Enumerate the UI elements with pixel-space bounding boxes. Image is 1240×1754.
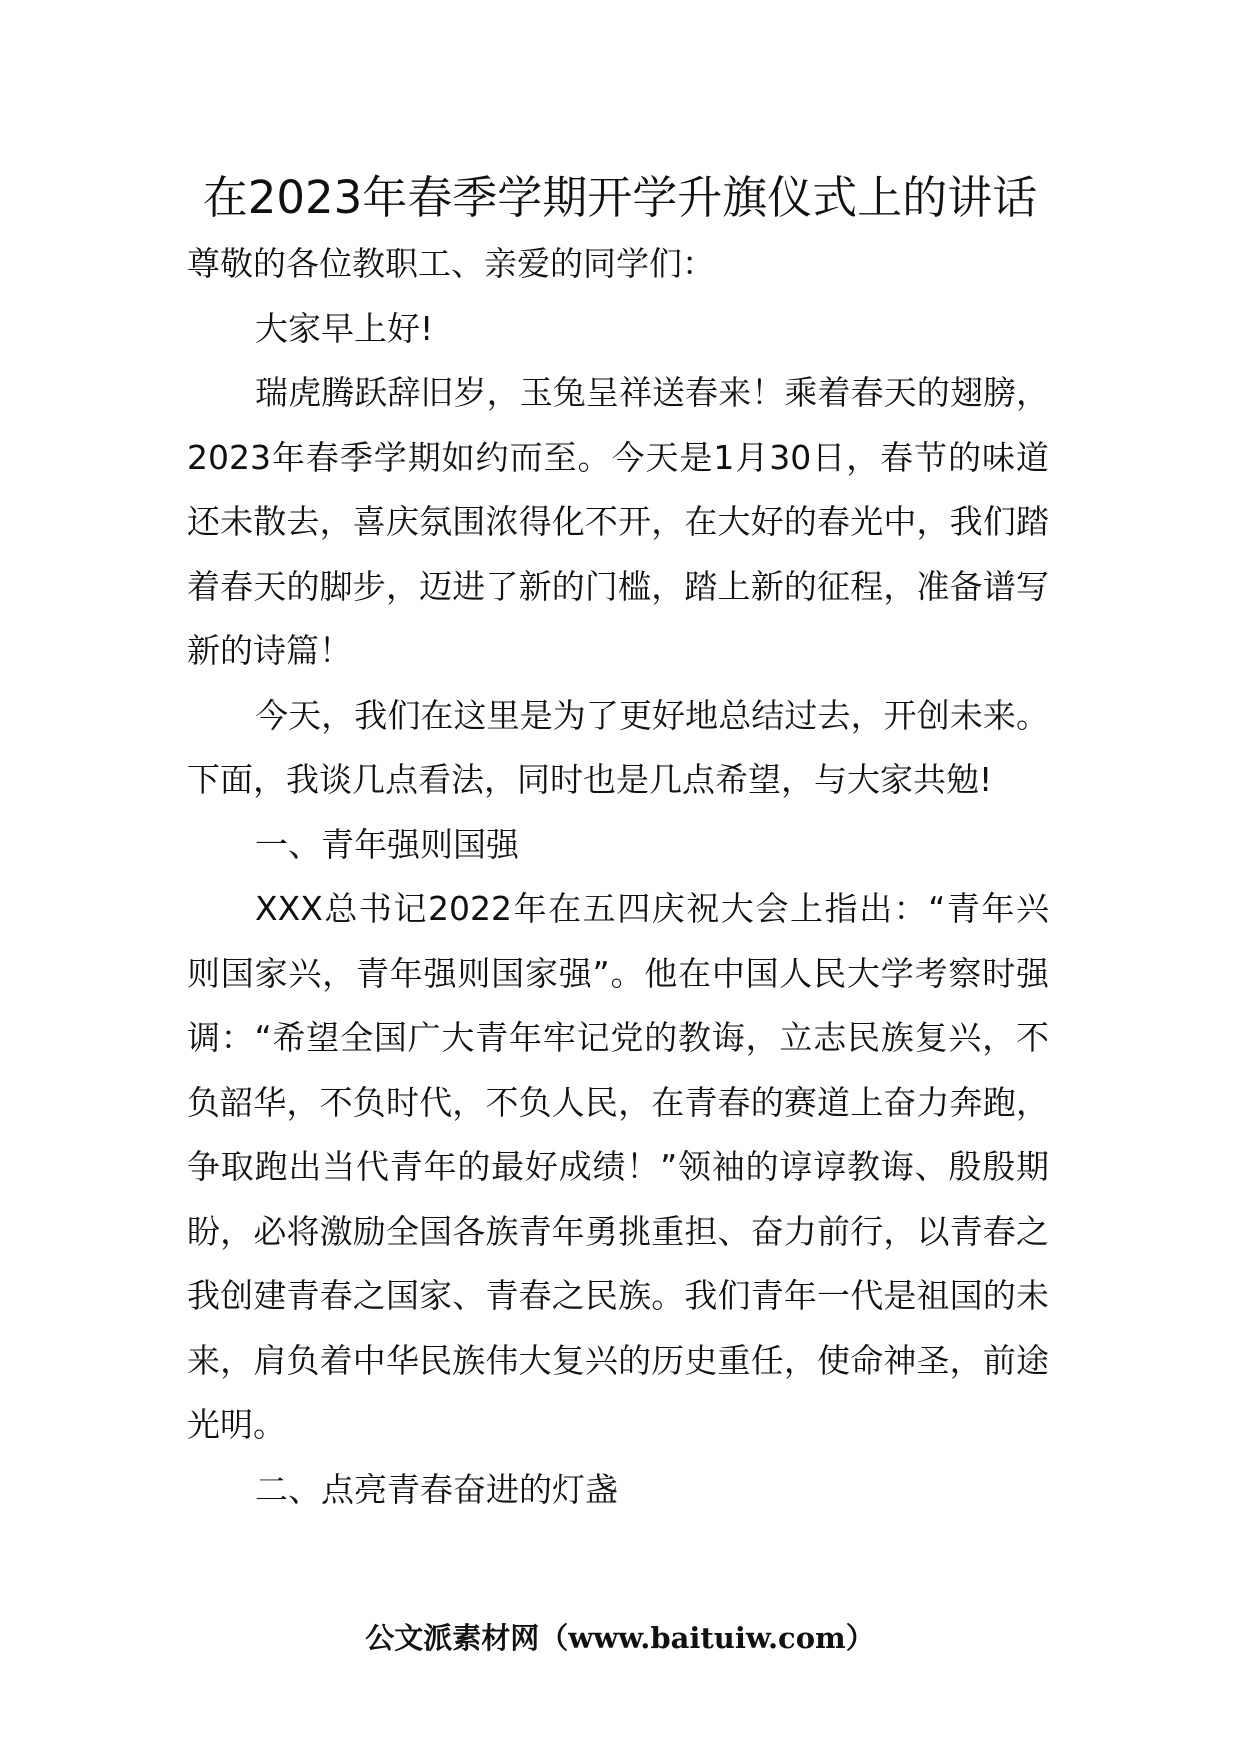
paragraph-greeting: 大家早上好! <box>255 308 434 348</box>
document-body <box>187 232 1049 1522</box>
footer-watermark: 公文派素材网（www.baituiw.com） <box>365 1621 875 1655</box>
section-heading-1: 一、青年强则国强 <box>255 824 519 864</box>
document-title: 在2023年春季学期开学升旗仪式上的讲话 <box>202 171 1038 224</box>
paragraph-opening: 瑞虎腾跃辞旧岁，玉兔呈祥送春来！乘着春天的翅膀，2023年春季学期如约而至。今天是1月30日，春节的味道还未散去，喜庆氛围浓得化不开，在大好的春光中，我们踏着春天的脚步，迈进了新的门槛，踏上新的征程，准备谱写新的诗篇！ <box>187 373 1049 670</box>
salutation: 尊敬的各位教职工、亲爱的同学们： <box>187 244 715 283</box>
paragraph-section-1: XXX总书记2022年在五四庆祝大会上指出：“青年兴则国家兴，青年强则国家强”。他在中国人民大学考察时强调：“希望全国广大青年牢记党的教诲，立志民族复兴，不负韶华，不负时代，不负人民，在青春的赛道上奋力奔跑，争取跑出当代青年的最好成绩！”领袖的谆谆教诲、殷殷期盼，必将激励全国各族青年勇挑重担、奋力前行，以青春之我创建青春之国家、青春之民族。我们青年一代是祖国的未来，肩负着中华民族伟大复兴的历史重任，使命神圣，前途光明。 <box>187 889 1049 1444</box>
paragraph-purpose: 今天，我们在这里是为了更好地总结过去，开创未来。下面，我谈几点看法，同时也是几点希望，与大家共勉! <box>187 695 1049 799</box>
section-heading-2: 二、点亮青春奋进的灯盏 <box>255 1469 618 1509</box>
